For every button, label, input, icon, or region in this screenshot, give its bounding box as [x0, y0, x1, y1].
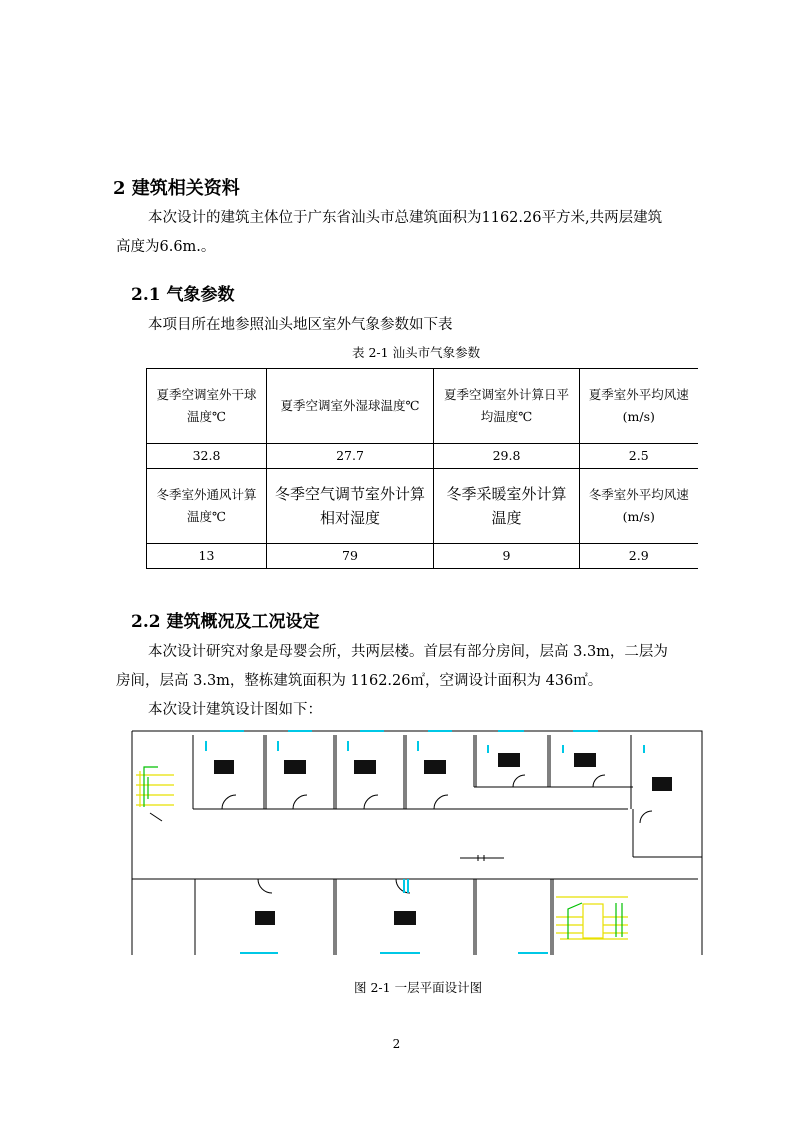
table-cell: 冬季采暖室外计算温度	[434, 469, 580, 544]
table-cell: 27.7	[267, 444, 434, 469]
subsection-title-weather: 2.1 气象参数	[131, 285, 235, 305]
table-cell: 夏季室外平均风速(m/s)	[580, 369, 698, 444]
weather-intro: 本项目所在地参照汕头地区室外气象参数如下表	[148, 317, 453, 333]
table-cell: 2.9	[580, 544, 698, 569]
weather-table	[146, 368, 698, 569]
intro-line-1: 本次设计的建筑主体位于广东省汕头市总建筑面积为1162.26平方米,共两层建筑	[148, 210, 663, 226]
subsection-title-building: 2.2 建筑概况及工况设定	[131, 612, 320, 632]
table-caption: 表 2-1 汕头市气象参数	[352, 345, 481, 360]
table-cell: 夏季空调室外计算日平均温度℃	[434, 369, 580, 444]
building-line-3: 本次设计建筑设计图如下：	[148, 702, 322, 718]
table-cell: 29.8	[434, 444, 580, 469]
table-row	[147, 444, 698, 469]
table-cell: 冬季室外平均风速(m/s)	[580, 469, 698, 544]
table-cell: 79	[267, 544, 434, 569]
table-cell: 夏季空调室外干球温度℃	[147, 369, 267, 444]
intro-line-2: 高度为6.6m.。	[116, 239, 216, 255]
building-line-2: 房间，层高 3.3m，整栋建筑面积为 1162.26㎡，空调设计面积为 436㎡。	[116, 673, 603, 689]
table-cell: 9	[434, 544, 580, 569]
table-cell: 32.8	[147, 444, 267, 469]
table-cell: 冬季室外通风计算温度℃	[147, 469, 267, 544]
table-cell: 13	[147, 544, 267, 569]
floor-plan-drawing	[128, 727, 706, 955]
table-cell: 2.5	[580, 444, 698, 469]
table-row	[147, 544, 698, 569]
figure-caption: 图 2-1 一层平面设计图	[354, 980, 483, 995]
table-row	[147, 369, 698, 444]
page-number: 2	[392, 1037, 401, 1051]
table-row	[147, 469, 698, 544]
table-cell: 夏季空调室外湿球温度℃	[267, 369, 434, 444]
building-line-1: 本次设计研究对象是母婴会所，共两层楼。首层有部分房间，层高 3.3m，二层为	[148, 644, 668, 660]
table-cell: 冬季空气调节室外计算相对湿度	[267, 469, 434, 544]
section-title: 2 建筑相关资料	[113, 178, 240, 199]
